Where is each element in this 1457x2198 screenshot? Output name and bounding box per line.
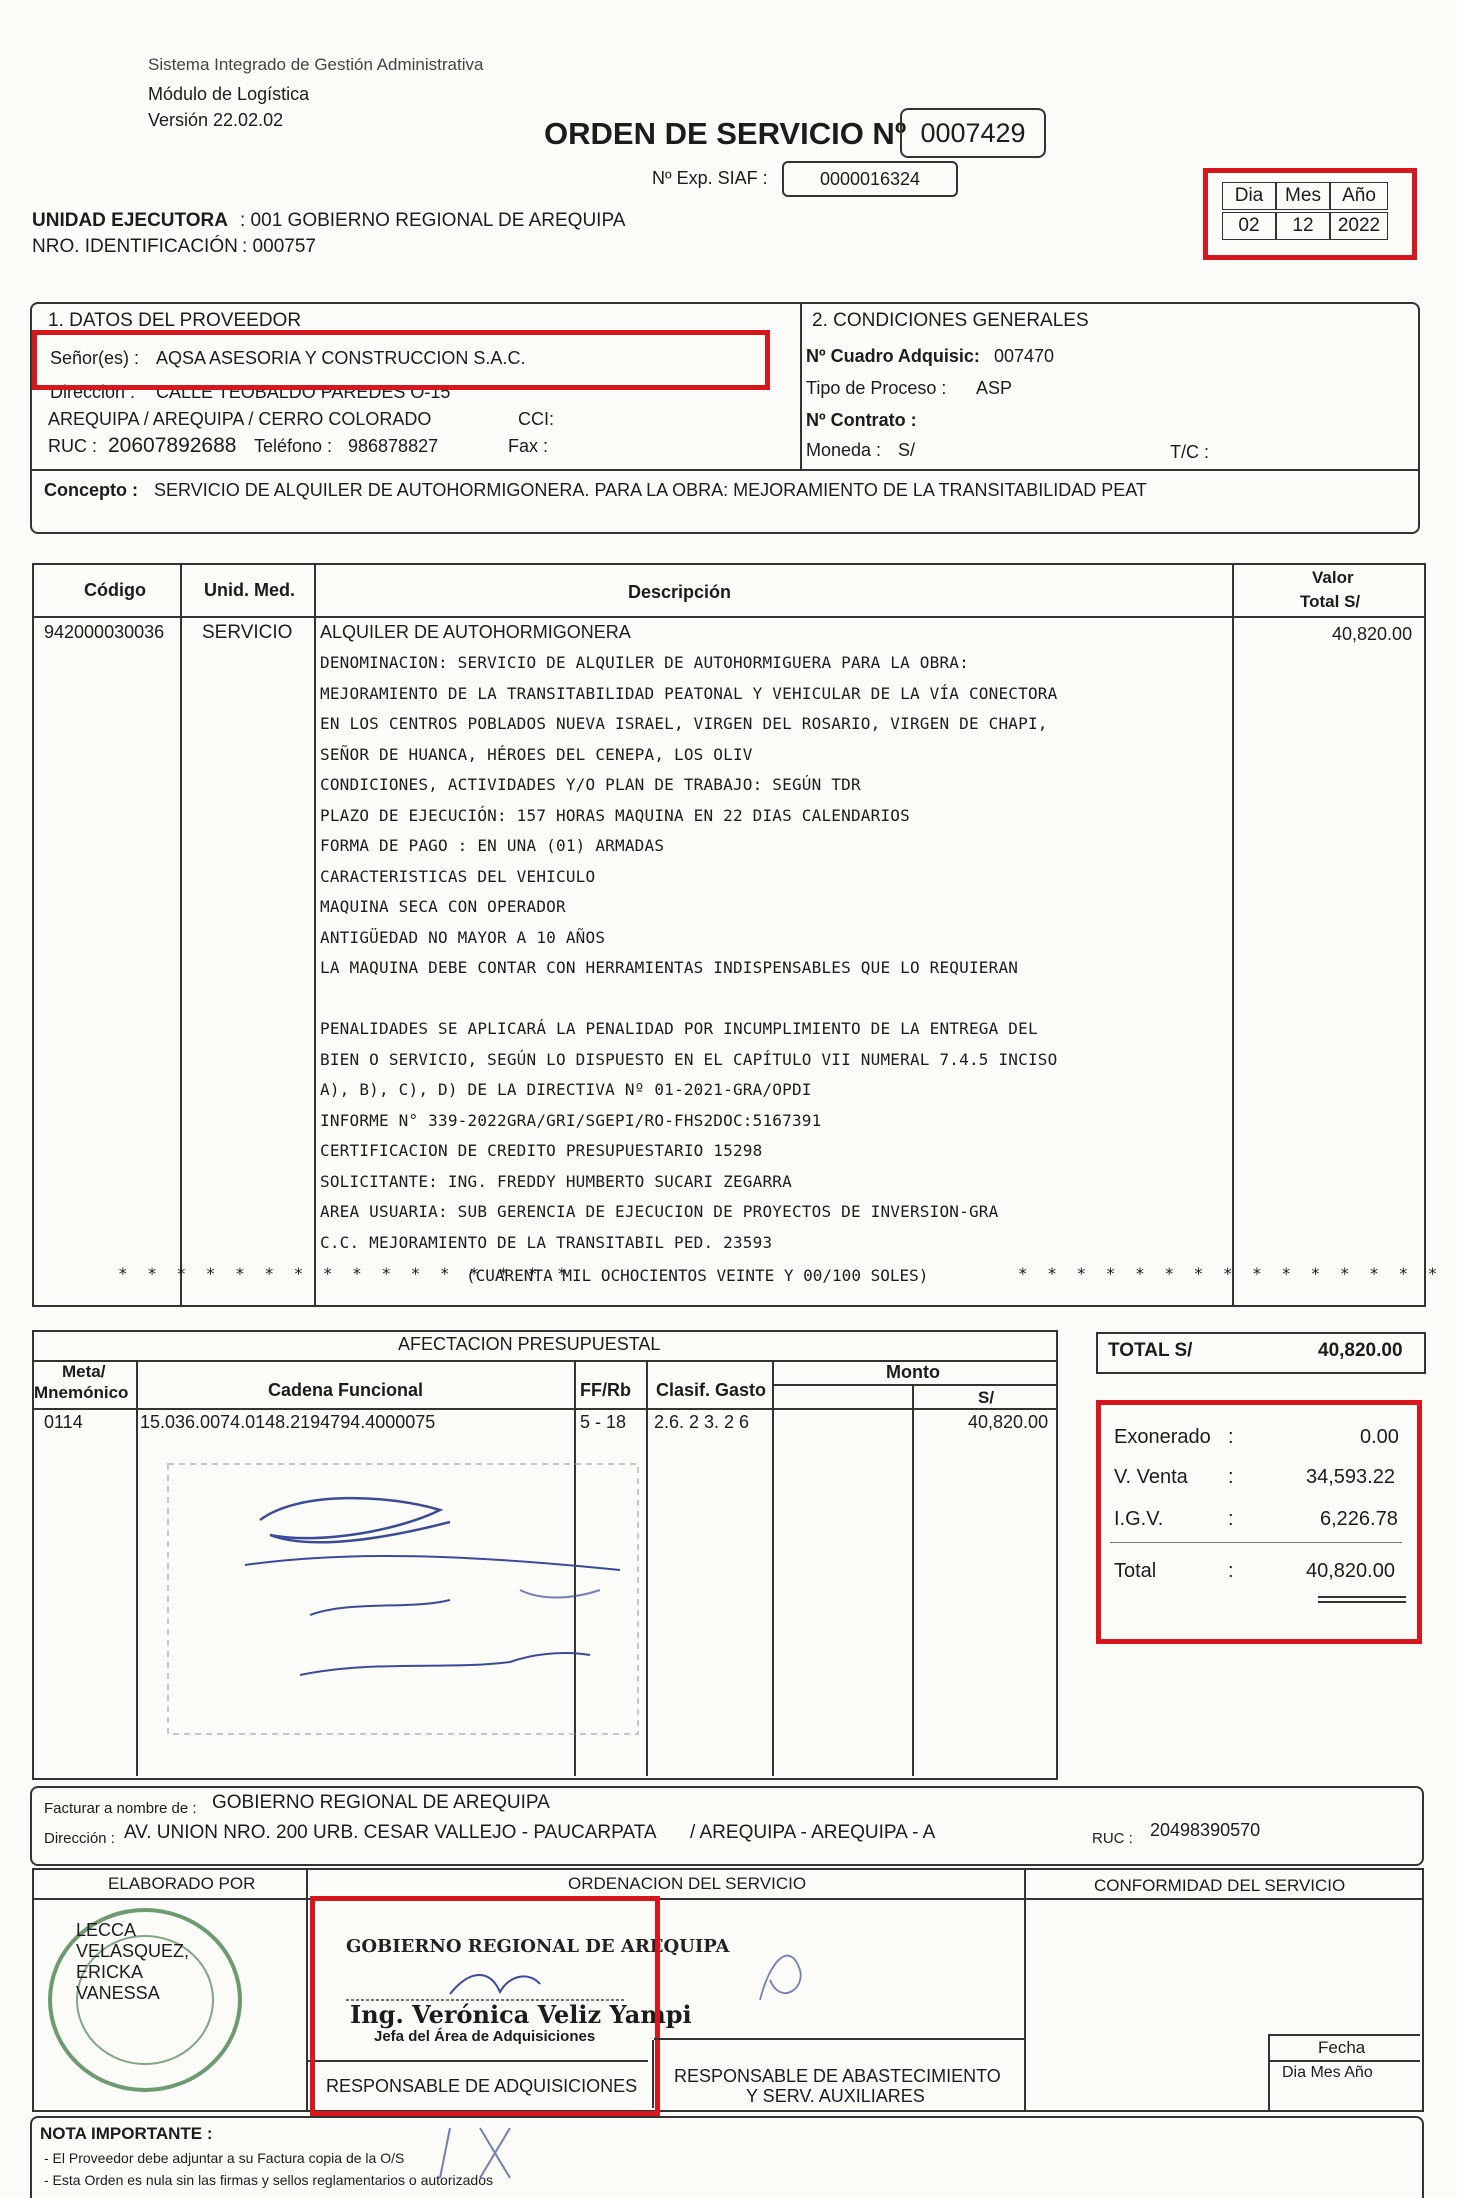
contrato-label: Nº Contrato : bbox=[806, 410, 917, 430]
fecha-columns: Dia Mes Año bbox=[1282, 2064, 1373, 2081]
desc-line: ANTIGÜEDAD NO MAYOR A 10 AÑOS bbox=[320, 927, 606, 947]
venta-value: 34,593.22 bbox=[1306, 1466, 1395, 1488]
budget-monto: 40,820.00 bbox=[968, 1412, 1049, 1432]
billing-ruc-label: RUC : bbox=[1092, 1830, 1133, 1847]
highlight-totals bbox=[1096, 1400, 1422, 1644]
budget-ff: 5 - 18 bbox=[580, 1412, 627, 1432]
resp-abastecimiento-2: Y SERV. AUXILIARES bbox=[746, 2086, 925, 2106]
order-number: 0007429 bbox=[920, 118, 1026, 148]
cuadro-label: Nº Cuadro Adquisic: bbox=[806, 346, 980, 366]
col-valor: Valor bbox=[1312, 568, 1354, 587]
concepto-value: SERVICIO DE ALQUILER DE AUTOHORMIGONERA. PARA LA OBRA: MEJORAMIENTO DE LA TRANSITABILIDAD PEAT bbox=[154, 480, 1147, 500]
cuadro-value: 007470 bbox=[994, 346, 1055, 366]
venta-label: V. Venta bbox=[1114, 1466, 1188, 1488]
sum-colon: : bbox=[1228, 1560, 1234, 1582]
year-label: Año bbox=[1330, 182, 1388, 210]
moneda-value: S/ bbox=[898, 440, 916, 460]
nro-label: NRO. IDENTIFICACIÓN bbox=[32, 236, 238, 257]
senor-value: AQSA ASESORIA Y CONSTRUCCION S.A.C. bbox=[156, 348, 526, 368]
elaborado-names bbox=[76, 1920, 189, 2004]
siaf-box bbox=[782, 161, 958, 197]
billing-direccion-value: AV. UNION NRO. 200 URB. CESAR VALLEJO - PAUCARPATA bbox=[124, 1822, 657, 1843]
month-value: 12 bbox=[1276, 212, 1330, 240]
ruc-value: 20607892688 bbox=[108, 434, 237, 457]
elaborado-name-line: ERICKA bbox=[76, 1962, 144, 1982]
col-clasif: Clasif. Gasto bbox=[656, 1380, 767, 1400]
amount-words: (CUARENTA MIL OCHOCIENTOS VEINTE Y 00/100 SOLES) bbox=[466, 1266, 929, 1285]
igv-label: I.G.V. bbox=[1114, 1508, 1164, 1530]
elaborado-title: ELABORADO POR bbox=[108, 1874, 256, 1893]
concepto-label: Concepto : bbox=[44, 480, 138, 500]
provider-title: 1. DATOS DEL PROVEEDOR bbox=[48, 310, 302, 331]
stamp-name: Ing. Verónica Veliz Yampi bbox=[350, 2000, 692, 2029]
desc-line: SOLICITANTE: ING. FREDDY HUMBERTO SUCARI ZEGARRA bbox=[320, 1171, 792, 1191]
cci-label: CCI: bbox=[518, 409, 554, 429]
provider-city: AREQUIPA / AREQUIPA / CERRO COLORADO bbox=[48, 409, 432, 429]
budget-meta: 0114 bbox=[44, 1412, 83, 1432]
direccion-label: Direccion : bbox=[50, 382, 136, 402]
stamp-role: Jefa del Área de Adquisiciones bbox=[374, 2028, 596, 2045]
conditions-title: 2. CONDICIONES GENERALES bbox=[812, 310, 1089, 331]
highlight-provider bbox=[32, 330, 770, 390]
col-descripcion: Descripción bbox=[628, 582, 732, 602]
phone-label: Teléfono : bbox=[254, 436, 333, 456]
billing-direccion-label: Dirección : bbox=[44, 1830, 115, 1847]
senor-label: Señor(es) : bbox=[50, 348, 140, 368]
resp-abastecimiento-1: RESPONSABLE DE ABASTECIMIENTO bbox=[674, 2066, 1001, 2086]
desc-line: SEÑOR DE HUANCA, HÉROES DEL CENEPA, LOS OLIV bbox=[320, 744, 753, 764]
desc-line: MAQUINA SECA CON OPERADOR bbox=[320, 897, 566, 916]
desc-line bbox=[320, 984, 1230, 1015]
exonerado-label: Exonerado bbox=[1114, 1426, 1211, 1448]
fax-label: Fax : bbox=[508, 436, 549, 456]
facturar-value: GOBIERNO REGIONAL DE AREQUIPA bbox=[212, 1792, 550, 1813]
exonerado-value: 0.00 bbox=[1360, 1426, 1399, 1448]
sum-label: Total bbox=[1114, 1560, 1157, 1582]
item-description bbox=[320, 648, 1230, 1258]
sum-value: 40,820.00 bbox=[1306, 1560, 1395, 1582]
direccion-value: CALLE TEOBALDO PAREDES O-15 bbox=[156, 382, 451, 402]
col-ff: FF/Rb bbox=[580, 1380, 631, 1400]
desc-line: BIEN O SERVICIO, SEGÚN LO DISPUESTO EN EL CAPÍTULO VII NUMERAL 7.4.5 INCISO bbox=[320, 1049, 1058, 1069]
proceso-value: ASP bbox=[976, 378, 1013, 398]
budget-signature-stamp bbox=[150, 1450, 690, 1750]
order-number-box bbox=[900, 108, 1046, 158]
igv-value: 6,226.78 bbox=[1320, 1508, 1398, 1530]
budget-title: AFECTACION PRESUPUESTAL bbox=[398, 1334, 661, 1354]
unidad-value: : 001 GOBIERNO REGIONAL DE AREQUIPA bbox=[240, 210, 626, 231]
col-unid: Unid. Med. bbox=[204, 580, 295, 600]
proceso-label: Tipo de Proceso : bbox=[806, 378, 947, 398]
elaborado-name-line: VANESSA bbox=[76, 1983, 160, 2003]
col-mnemonico: Mnemónico bbox=[34, 1383, 129, 1402]
ruc-label: RUC : bbox=[48, 436, 97, 456]
abastecimiento-signature bbox=[700, 1910, 860, 2030]
siaf-number: 0000016324 bbox=[819, 169, 921, 189]
col-total: Total S/ bbox=[1300, 592, 1361, 611]
unidad-label: UNIDAD EJECUTORA bbox=[32, 210, 229, 231]
siaf-label: Nº Exp. SIAF : bbox=[652, 168, 768, 188]
item-unid: SERVICIO bbox=[202, 622, 293, 643]
resp-adquisiciones: RESPONSABLE DE ADQUISICIONES bbox=[326, 2076, 638, 2096]
note-title: NOTA IMPORTANTE : bbox=[40, 2124, 213, 2143]
nro-value: : 000757 bbox=[242, 236, 316, 257]
desc-line: FORMA DE PAGO : EN UNA (01) ARMADAS bbox=[320, 836, 665, 855]
desc-line: AREA USUARIA: SUB GERENCIA DE EJECUCION DE PROYECTOS DE INVERSION-GRA bbox=[320, 1202, 999, 1221]
day-label: Dia bbox=[1222, 182, 1276, 210]
stamp-org: GOBIERNO REGIONAL DE AREQUIPA bbox=[346, 1936, 730, 1957]
desc-line: A), B), C), D) DE LA DIRECTIVA Nº 01-2021-GRA/OPDI bbox=[320, 1080, 812, 1099]
ordenacion-title: ORDENACION DEL SERVICIO bbox=[568, 1874, 807, 1893]
desc-line: CONDICIONES, ACTIVIDADES Y/O PLAN DE TRABAJO: SEGÚN TDR bbox=[320, 775, 861, 794]
desc-line: PLAZO DE EJECUCIÓN: 157 HORAS MAQUINA EN 22 DIAS CALENDARIOS bbox=[320, 805, 910, 825]
month-label: Mes bbox=[1276, 182, 1330, 210]
facturar-label: Facturar a nombre de : bbox=[44, 1800, 197, 1817]
day-value: 02 bbox=[1222, 212, 1276, 240]
budget-cadena: 15.036.0074.0148.2194794.4000075 bbox=[140, 1412, 436, 1432]
highlight-adquisiciones bbox=[310, 1896, 660, 2116]
desc-line: CARACTERISTICAS DEL VEHICULO bbox=[320, 866, 596, 886]
note-line-2: - Esta Orden es nula sin las firmas y sellos reglamentarios o autorizados bbox=[44, 2172, 493, 2188]
stars-right: * * * * * * * * * * * * * * * bbox=[1018, 1264, 1443, 1283]
item-valor: 40,820.00 bbox=[1332, 624, 1413, 644]
elaborado-name-line: LECCA bbox=[76, 1920, 137, 1940]
igv-colon: : bbox=[1228, 1508, 1234, 1530]
phone-value: 986878827 bbox=[348, 436, 439, 456]
fecha-label: Fecha bbox=[1318, 2038, 1366, 2057]
highlight-date bbox=[1203, 168, 1417, 260]
stars-left: * * * * * * * * * * * * * * * * bbox=[118, 1264, 572, 1283]
desc-line: LA MAQUINA DEBE CONTAR CON HERRAMIENTAS INDISPENSABLES QUE LO REQUIERAN bbox=[320, 958, 1019, 977]
year-value: 2022 bbox=[1330, 212, 1388, 240]
desc-line: PENALIDADES SE APLICARÁ LA PENALIDAD POR INCUMPLIMIENTO DE LA ENTREGA DEL bbox=[320, 1019, 1038, 1038]
desc-line: MEJORAMIENTO DE LA TRANSITABILIDAD PEATONAL Y VEHICULAR DE LA VÍA CONECTORA bbox=[320, 683, 1058, 703]
billing-direccion-city: / AREQUIPA - AREQUIPA - A bbox=[690, 1822, 936, 1843]
col-codigo: Código bbox=[84, 580, 146, 600]
total-value: 40,820.00 bbox=[1318, 1340, 1403, 1361]
col-monto: Monto bbox=[886, 1362, 940, 1382]
desc-line: EN LOS CENTROS POBLADOS NUEVA ISRAEL, VIRGEN DEL ROSARIO, VIRGEN DE CHAPI, bbox=[320, 714, 1048, 733]
desc-line: C.C. MEJORAMIENTO DE LA TRANSITABIL PED. 23593 bbox=[320, 1232, 773, 1252]
note-line-1: - El Proveedor debe adjuntar a su Factura copia de la O/S bbox=[44, 2150, 405, 2166]
venta-colon: : bbox=[1228, 1466, 1234, 1488]
desc-line: INFORME N° 339-2022GRA/GRI/SGEPI/RO-FHS2DOC:5167391 bbox=[320, 1110, 822, 1130]
page-title: ORDEN DE SERVICIO Nº bbox=[544, 116, 907, 151]
desc-line: CERTIFICACION DE CREDITO PRESUPUESTARIO 15298 bbox=[320, 1141, 763, 1160]
exonerado-colon: : bbox=[1228, 1426, 1234, 1448]
conformidad-title: CONFORMIDAD DEL SERVICIO bbox=[1094, 1876, 1346, 1895]
elaborado-name-line: VELASQUEZ, bbox=[76, 1941, 190, 1961]
moneda-label: Moneda : bbox=[806, 440, 882, 460]
col-meta: Meta/ bbox=[62, 1362, 106, 1381]
desc-line: DENOMINACION: SERVICIO DE ALQUILER DE AUTOHORMIGUERA PARA LA OBRA: bbox=[320, 653, 969, 672]
item-desc-title: ALQUILER DE AUTOHORMIGONERA bbox=[320, 622, 631, 642]
note-handwriting bbox=[420, 2118, 540, 2185]
item-codigo: 942000030036 bbox=[44, 622, 165, 642]
billing-ruc-value: 20498390570 bbox=[1150, 1820, 1261, 1840]
system-line: Sistema Integrado de Gestión Administrativa bbox=[148, 55, 484, 74]
version-line: Versión 22.02.02 bbox=[148, 110, 284, 130]
total-label: TOTAL S/ bbox=[1108, 1340, 1193, 1361]
budget-clasif: 2.6. 2 3. 2 6 bbox=[654, 1412, 750, 1432]
col-cadena: Cadena Funcional bbox=[268, 1380, 424, 1400]
tc-label: T/C : bbox=[1170, 442, 1209, 462]
col-monto-currency: S/ bbox=[978, 1388, 995, 1407]
module-line: Módulo de Logística bbox=[148, 84, 310, 104]
